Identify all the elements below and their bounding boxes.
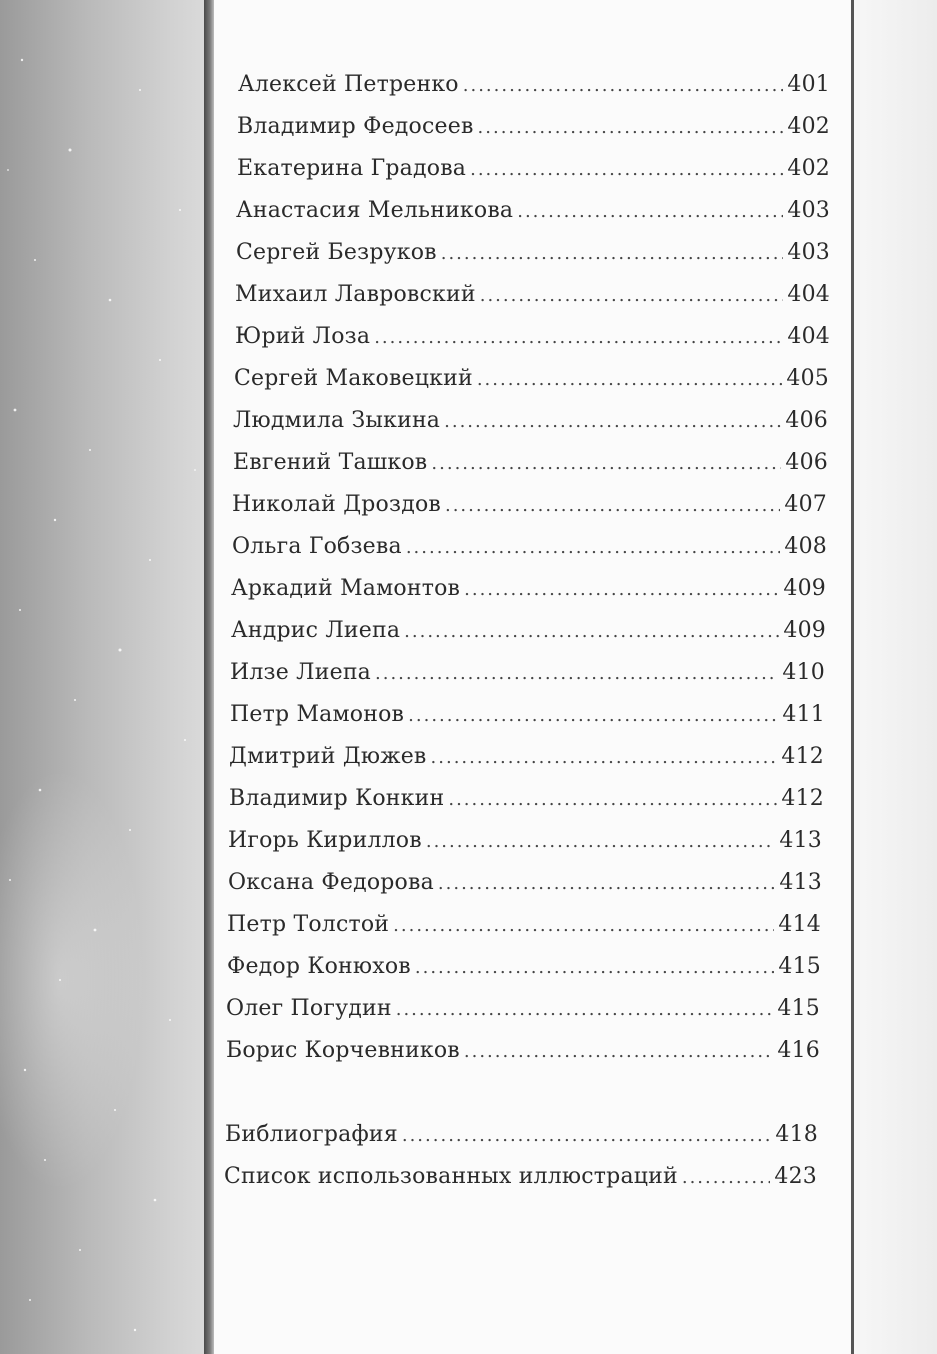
dot-leader xyxy=(441,243,784,264)
dot-leader xyxy=(375,663,778,684)
dot-leader xyxy=(444,411,781,432)
dot-leader xyxy=(445,495,780,516)
toc-entry xyxy=(232,492,827,526)
dot-leader xyxy=(463,75,784,96)
dot-leader xyxy=(478,117,784,138)
toc-entry-name: Федор Конюхов xyxy=(227,954,411,979)
toc-entry-page: 404 xyxy=(787,282,830,307)
dot-leader xyxy=(406,537,781,558)
dot-leader xyxy=(431,747,778,768)
dot-leader xyxy=(470,159,783,180)
toc-entry xyxy=(228,828,822,862)
toc-entry-page: 416 xyxy=(777,1038,820,1063)
toc-entry xyxy=(231,576,826,610)
toc-entry-name: Екатерина Градова xyxy=(237,156,467,181)
dot-leader xyxy=(464,579,779,600)
toc-entry-page: 413 xyxy=(779,870,822,895)
toc-entry xyxy=(232,534,827,568)
toc-entry-page: 408 xyxy=(784,534,827,559)
toc-entry-page: 415 xyxy=(777,996,820,1021)
toc-entry-page: 418 xyxy=(775,1122,818,1147)
toc-entry xyxy=(228,870,822,904)
toc-entry-page: 423 xyxy=(774,1164,817,1189)
toc-entry-name: Юрий Лоза xyxy=(235,324,371,349)
toc-appendix-entry xyxy=(225,1122,818,1156)
dot-leader xyxy=(448,789,777,810)
toc-entry-page: 413 xyxy=(779,828,822,853)
toc-entry-name: Ольга Гобзева xyxy=(232,534,402,559)
toc-entry-name: Библиография xyxy=(225,1122,398,1147)
toc-entry xyxy=(233,408,828,442)
toc-entry-page: 412 xyxy=(781,744,824,769)
toc-entry xyxy=(229,744,824,778)
toc-entry xyxy=(226,1038,820,1072)
toc-entry-name: Анастасия Мельникова xyxy=(236,198,514,223)
toc-entry-name: Людмила Зыкина xyxy=(233,408,441,433)
toc-entry xyxy=(235,324,830,358)
dot-leader xyxy=(431,453,781,474)
toc-entry-page: 402 xyxy=(787,114,830,139)
toc-entry xyxy=(238,72,830,106)
dot-leader xyxy=(402,1125,772,1146)
toc-entry xyxy=(229,786,824,820)
toc-entry-page: 412 xyxy=(781,786,824,811)
toc-entry-name: Владимир Федосеев xyxy=(237,114,474,139)
dot-leader xyxy=(426,831,776,852)
toc-entry xyxy=(234,366,829,400)
toc-entry-name: Михаил Лавровский xyxy=(235,282,476,307)
toc-entry-page: 403 xyxy=(787,240,830,265)
dot-leader xyxy=(517,201,783,222)
dot-leader xyxy=(477,369,783,390)
dot-leader xyxy=(464,1041,774,1062)
toc-entry-name: Андрис Лиепа xyxy=(231,618,401,643)
toc-appendix-entry xyxy=(224,1164,817,1198)
dot-leader xyxy=(374,327,783,348)
toc-entry-name: Николай Дроздов xyxy=(232,492,441,517)
toc-entry-page: 406 xyxy=(785,408,828,433)
dot-leader xyxy=(393,915,774,936)
toc-entry-name: Сергей Безруков xyxy=(236,240,437,265)
dot-leader xyxy=(415,957,775,978)
toc-entry xyxy=(227,954,821,988)
dot-leader xyxy=(404,621,779,642)
toc-entry xyxy=(230,660,825,694)
dot-leader xyxy=(682,1167,771,1188)
toc-entry-page: 409 xyxy=(783,576,826,601)
toc-entry xyxy=(236,240,830,274)
toc-entry-page: 405 xyxy=(786,366,829,391)
toc-entry-page: 410 xyxy=(782,660,825,685)
toc-entry-page: 414 xyxy=(778,912,821,937)
toc-entry-page: 404 xyxy=(787,324,830,349)
toc-entry-page: 401 xyxy=(787,72,830,97)
toc-entry xyxy=(226,996,820,1030)
dot-leader xyxy=(408,705,778,726)
dot-leader xyxy=(438,873,776,894)
toc-entry-name: Аркадий Мамонтов xyxy=(231,576,461,601)
toc-entry-name: Владимир Конкин xyxy=(229,786,445,811)
toc-entry-name: Дмитрий Дюжев xyxy=(229,744,427,769)
dot-leader xyxy=(480,285,784,306)
toc-entry-name: Список использованных иллюстраций xyxy=(224,1164,678,1189)
toc-entry-name: Илзе Лиепа xyxy=(230,660,371,685)
toc-entry-name: Петр Мамонов xyxy=(230,702,405,727)
toc-entry xyxy=(236,198,830,232)
toc-entry-name: Алексей Петренко xyxy=(238,72,459,97)
toc-entry-name: Борис Корчевников xyxy=(226,1038,460,1063)
toc-entry xyxy=(233,450,828,484)
toc-entry xyxy=(230,702,825,736)
toc-entry-page: 406 xyxy=(785,450,828,475)
toc-entry-name: Оксана Федорова xyxy=(228,870,434,895)
toc-entry xyxy=(231,618,826,652)
toc-entry-page: 407 xyxy=(784,492,827,517)
toc-entry-page: 409 xyxy=(783,618,826,643)
toc-entry-page: 403 xyxy=(787,198,830,223)
toc-entry xyxy=(237,156,830,190)
toc-entry-name: Сергей Маковецкий xyxy=(234,366,473,391)
toc-entry-page: 415 xyxy=(778,954,821,979)
toc-entry xyxy=(227,912,821,946)
toc-entry-name: Олег Погудин xyxy=(226,996,392,1021)
toc-entry xyxy=(237,114,830,148)
toc-entry-name: Игорь Кириллов xyxy=(228,828,422,853)
toc-entry-name: Евгений Ташков xyxy=(233,450,428,475)
toc-entry xyxy=(235,282,830,316)
toc-entry-page: 402 xyxy=(787,156,830,181)
toc-entry-name: Петр Толстой xyxy=(227,912,390,937)
toc-entry-page: 411 xyxy=(782,702,825,727)
dot-leader xyxy=(396,999,774,1020)
